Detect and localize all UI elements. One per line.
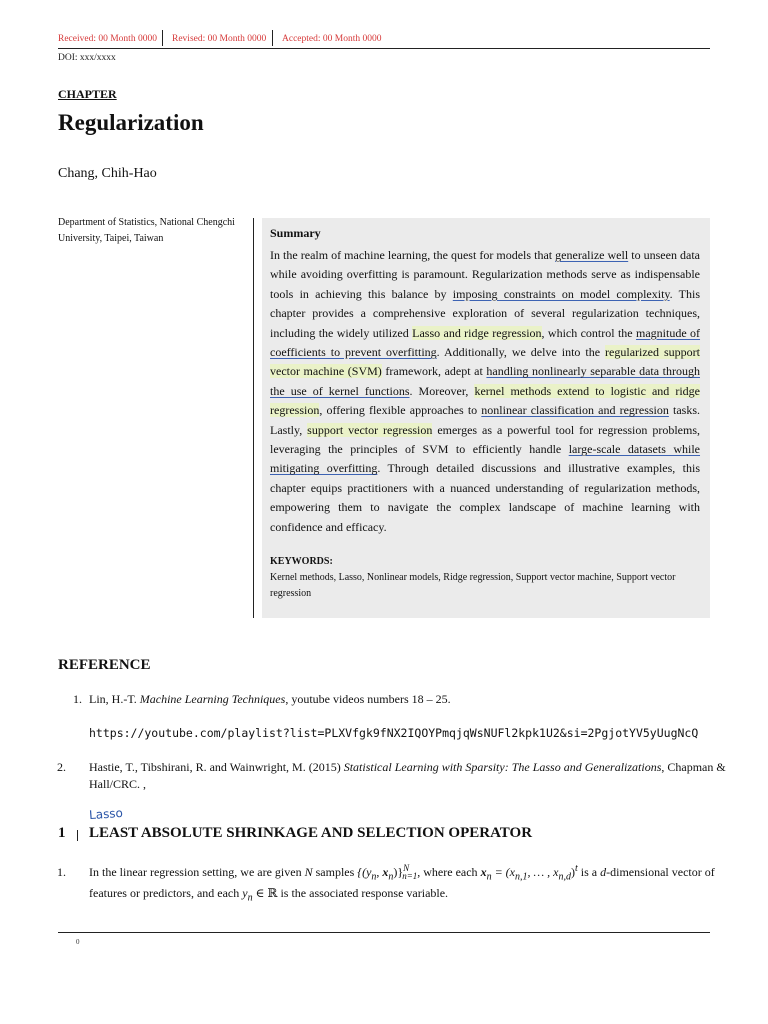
math-expr: {(y — [357, 865, 372, 879]
summary-text — [270, 246, 700, 537]
underlined-phrase: nonlinear classification and regression — [481, 403, 669, 418]
reference-title: Machine Learning Techniques — [139, 692, 286, 706]
summary-text-run: emerges as a powerful tool for regression problems, leveraging the principles of SVM to efficiently handle — [270, 422, 700, 457]
received-dates-header — [58, 33, 710, 49]
author: Chang, Chih-Hao — [58, 166, 157, 181]
reference-authors: Hastie, T., Tibshirani, R. and Wainwright, M. (2015) — [89, 760, 344, 774]
math-vector: x — [382, 865, 389, 879]
reference-number: 2. — [57, 760, 66, 774]
doi: DOI: xxx/xxxx — [58, 53, 116, 63]
footer-rule — [58, 932, 710, 933]
math-sup: t — [574, 863, 578, 874]
underlined-phrase: handling nonlinearly separable data through the use of kernel functions — [270, 364, 700, 398]
section-bar — [77, 830, 78, 841]
reference-url-link[interactable]: https://youtube.com/playlist?list=PLXVfgk9fNX2IQOYPmqjqWsNUFl2kpk1U2&si=2PgjotYV5yUugNcQ — [89, 726, 699, 740]
header-separator — [162, 30, 163, 46]
math-sub: n — [247, 892, 253, 904]
math-sub: n=1 — [402, 871, 418, 882]
reference-details: , youtube videos numbers 18 – 25. — [285, 692, 451, 706]
highlighted-phrase: regularized support vector machine (SVM) — [270, 345, 700, 379]
received-date: Received: 00 Month 0000 — [58, 34, 157, 44]
math-sub: n,d — [558, 871, 571, 883]
item-text: is a — [577, 865, 601, 879]
math-sub: n,1 — [514, 871, 528, 883]
page-title: Regularization — [58, 110, 204, 135]
reference-details: , Chapman & Hall/CRC. , — [89, 760, 726, 791]
reference-item — [73, 692, 451, 707]
page-number: 0 — [76, 938, 80, 946]
keywords-list: Kernel methods, Lasso, Nonlinear models, Ridge regression, Support vector machine, Support vector regression — [270, 572, 676, 599]
chapter-label: CHAPTER — [58, 87, 117, 101]
reference-number: 1. — [73, 692, 82, 706]
item-text: -dimensional vector of features or predictors, and each — [89, 865, 715, 901]
summary-text-run: , which control the — [541, 325, 636, 340]
summary-text-run: . This chapter provides a comprehensive exploration of several regularization techniques, including the widely utilized — [270, 286, 701, 340]
divider — [253, 218, 254, 618]
summary-text-run: . Additionally, we delve into the — [436, 345, 606, 360]
reference-title: Statistical Learning with Sparsity: The Lasso and Generalizations — [343, 760, 662, 774]
item-text: In the linear regression setting, we are given — [89, 865, 305, 879]
math-var: d — [600, 865, 607, 879]
underlined-phrase: generalize well — [555, 248, 629, 262]
math-var: y — [242, 886, 248, 901]
highlighted-phrase: kernel methods extend to logistic and ridge regression — [270, 383, 701, 418]
reference-heading: REFERENCE — [58, 657, 151, 673]
math-sub: n — [371, 871, 377, 883]
summary-text-run: tasks. Lastly, — [270, 403, 701, 437]
math-sub: n — [388, 871, 394, 883]
underlined-phrase: large-scale datasets while mitigating overfitting — [270, 442, 701, 476]
summary-text-run: In the realm of machine learning, the quest for models that — [270, 248, 556, 262]
summary-text-run: . Through detailed discussions and illustrative examples, this chapter equips practitioners with a nuanced understanding of regularization methods, empowering them to navigate the complex landscape of machine learning with confidence and efficacy. — [270, 461, 700, 534]
math-expr: , … , x — [527, 865, 559, 879]
affiliation: Department of Statistics, National Chengchi University, Taipei, Taiwan — [58, 217, 235, 244]
math-expr: )} — [393, 865, 404, 879]
item-text: ∈ ℝ is the associated response variable. — [252, 886, 449, 901]
summary-box — [262, 218, 710, 618]
highlighted-phrase: Lasso and ridge regression — [412, 325, 542, 340]
reference-item — [57, 759, 729, 793]
item-text: , where each — [417, 865, 481, 879]
section-title: LEAST ABSOLUTE SHRINKAGE AND SELECTION OPERATOR — [89, 825, 533, 841]
list-item — [57, 860, 729, 907]
summary-text-run: framework, adept at — [381, 364, 487, 379]
underlined-phrase: imposing constraints on model complexity — [452, 286, 670, 301]
math-vector: x — [480, 865, 487, 879]
list-item-number: 1. — [57, 865, 66, 879]
underlined-phrase: magnitude of coefficients to prevent overfitting — [270, 325, 701, 360]
summary-text-run: . Moreover, — [409, 383, 475, 398]
summary-text-run: , offering flexible approaches to — [319, 403, 482, 418]
math-sub: n — [486, 871, 492, 883]
keywords-heading: KEYWORDS: — [270, 556, 333, 567]
math-expr: , — [376, 865, 383, 879]
reference-authors: Lin, H.-T. — [89, 692, 140, 706]
summary-heading: Summary — [270, 226, 321, 240]
accepted-date: Accepted: 00 Month 0000 — [282, 34, 382, 44]
summary-text-run: to unseen data while avoiding overfitting is paramount. Regularization methods serve as indispensable tools in achieving this balance by — [270, 248, 700, 301]
highlighted-phrase: support vector regression — [307, 422, 433, 437]
section-number: 1 — [58, 825, 66, 841]
math-expr: = (x — [491, 865, 515, 879]
header-separator — [272, 30, 273, 46]
math-var: N — [304, 865, 313, 879]
math-expr: ) — [570, 865, 575, 879]
math-sup: N — [403, 863, 410, 873]
revised-date: Revised: 00 Month 0000 — [172, 34, 267, 44]
item-text: samples — [312, 865, 358, 879]
handwritten-annotation: Lasso — [88, 805, 124, 823]
